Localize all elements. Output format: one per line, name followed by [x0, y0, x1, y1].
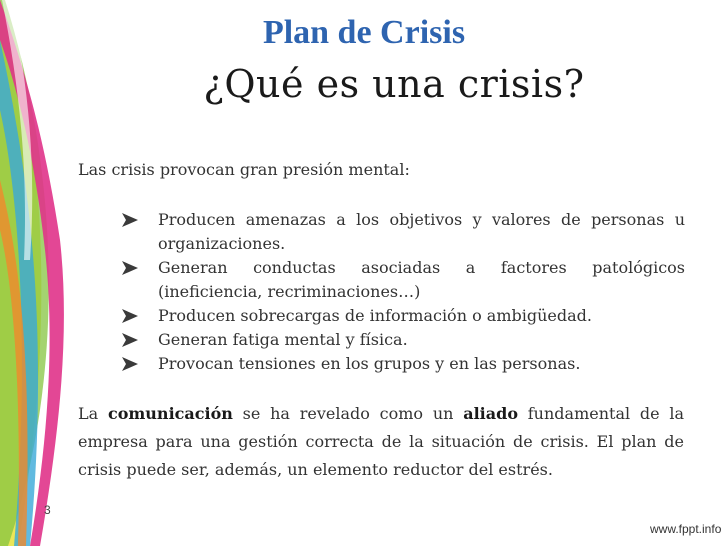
bullet-item: [120, 208, 685, 256]
arrow-bullet-icon: [120, 332, 140, 348]
slide-number: 3: [44, 503, 51, 517]
bullet-item: [120, 304, 685, 328]
bullet-item: [120, 328, 685, 352]
bold-term-aliado: aliado: [463, 404, 518, 423]
bullet-item: [120, 352, 685, 376]
bullet-text: Generan fatiga mental y física.: [158, 330, 408, 349]
arrow-bullet-icon: [120, 212, 140, 228]
slide-subtitle: ¿Qué es una crisis?: [203, 62, 585, 106]
paragraph-text: fundamental de la empresa para una gestión correcta de la situación de crisis. El plan de crisis puede ser, además, un elemento reductor del estrés.: [78, 404, 685, 479]
bullet-text: Producen sobrecargas de información o ambigüedad.: [158, 306, 592, 325]
body-paragraph: [78, 400, 684, 484]
arrow-bullet-icon: [120, 260, 140, 276]
bullet-text: Provocan tensiones en los grupos y en las personas.: [158, 354, 581, 373]
arrow-bullet-icon: [120, 308, 140, 324]
paragraph-text: La: [78, 404, 108, 423]
bullet-item: [120, 256, 685, 304]
intro-text: Las crisis provocan gran presión mental:: [78, 160, 410, 179]
arrow-bullet-icon: [120, 356, 140, 372]
footer-url: www.fppt.info: [650, 522, 722, 536]
bold-term-comunicacion: comunicación: [107, 404, 233, 423]
bullet-list: [120, 208, 685, 376]
bullet-text: Generan conductas asociadas a factores patológicos (ineficiencia, recriminaciones…): [158, 258, 685, 301]
paragraph-text: se ha revelado como un: [232, 404, 464, 423]
bullet-text: Producen amenazas a los objetivos y valores de personas u organizaciones.: [158, 210, 685, 253]
slide-title: Plan de Crisis: [262, 14, 466, 51]
